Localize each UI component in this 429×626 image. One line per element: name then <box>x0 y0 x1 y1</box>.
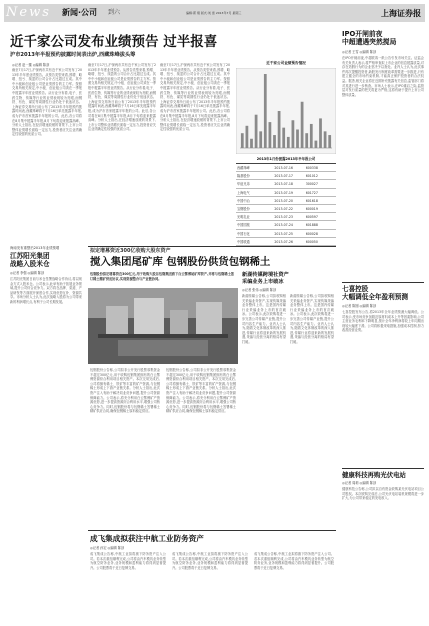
sub-article-xinhu <box>242 272 334 528</box>
right-top-headline: IPO开闸前夜 中超遭遇突然搅局 <box>342 30 397 47</box>
chart-bar <box>305 133 308 148</box>
lead-headline: 近千家公司发布业绩预告 过半报喜 <box>10 34 218 50</box>
right-top-byline: ◎记者 王雪 ◎编辑 陈剑 <box>342 50 377 54</box>
table-cell: 601618 <box>305 198 318 203</box>
chart-bar <box>301 102 304 148</box>
table-cell: 600597 <box>305 215 318 220</box>
table-row <box>236 230 336 238</box>
chart-bar <box>292 120 295 148</box>
masthead-meta-line: 编辑:郭 翔 版式:刘 雷 2013年7月 星期三 <box>186 11 242 15</box>
table-cell: 600050 <box>305 239 318 244</box>
table-cell: 600338 <box>305 166 318 170</box>
masthead-section-sub: 到六 <box>108 9 121 16</box>
left-mid-byline: ◎记者 李强 ◎编辑 陈剑 <box>10 271 45 275</box>
chengfei-body-col-2: 成飞集成公告称,中航工业拟将旗下防务资产注入公司。若本次重组顺利完成,公司将由汽车模具业务转型为航空防务业务,业务规模和盈利能力将得到显著提升。公司股票将于近日复牌交易。 <box>172 552 248 570</box>
chart-bar <box>278 111 281 148</box>
chart-bar <box>246 126 249 148</box>
table-row <box>236 197 336 205</box>
table-cell: 华谊兄弟 <box>237 182 250 187</box>
table-cell: 601727 <box>305 190 318 195</box>
chart-bar <box>287 137 290 148</box>
table-cell: 2013-07-22 <box>274 206 293 211</box>
left-mid-kicker: 海南发布重整后2013年业绩预增 <box>10 246 60 250</box>
table-cell: 601012 <box>305 174 318 179</box>
feature-kicker: 拟定增募资近300亿收购大股东资产 <box>90 248 171 254</box>
chart-bar <box>296 130 299 149</box>
chengfei-headline: 成飞集成拟获注中航工业防务资产 <box>90 534 204 543</box>
table-cell: 601888 <box>305 223 318 228</box>
table-cell: 中国石化 <box>237 231 250 236</box>
left-mid-headline: 江苏阳光集团 战略入股米仓 <box>10 252 50 269</box>
table-cell: 2013-07-18 <box>274 182 293 187</box>
feature-top-rule <box>88 246 336 247</box>
feature-deck: 包钢股份拟定增募资近300亿元,用于收购大股东包钢集团旗下白云鄂博尾矿库资产,并将与包钢稀土签订稀土精矿供应协议,实现资源整合与产业链协同。 <box>90 272 234 281</box>
feature-body-col-2: 包钢股份公告称,公司拟非公开发行股票募集资金不超过300亿元,用于收购包钢集团拥有的白云鄂博资源综合利用项目相关资产。本次交易完成后,公司将拥有稀土、铁矿等丰富的矿产资源,与包钢稀土形成上下游产业链关系。分析人士指出,此次资产注入有助于解决同业竞争问题,提升公司资源保障能力。公司表示,将充分利用白云鄂博矿产资源优势,进一步提高资源综合利用水平,增强公司核心竞争力。同时,包钢股份将与包钢稀土签署稀土精矿供应合同,确保包钢稀土原料稳定供应。 <box>166 368 236 414</box>
feature-body-col-1: 包钢股份公告称,公司拟非公开发行股票募集资金不超过300亿元,用于收购包钢集团拥有的白云鄂博资源综合利用项目相关资产。本次交易完成后,公司将拥有稀土、铁矿等丰富的矿产资源,与包钢稀土形成上下游产业链关系。分析人士指出,此次资产注入有助于解决同业竞争问题,提升公司资源保障能力。公司表示,将充分利用白云鄂博矿产资源优势,进一步提高资源综合利用水平,增强公司核心竞争力。同时,包钢股份将与包钢稀土签署稀土精矿供应合同,确保包钢稀土原料稳定供应。 <box>90 368 160 414</box>
right-mid-headline: 七喜控股 大幅调低全年盈利预测 <box>342 285 408 302</box>
table-row <box>236 164 336 172</box>
bar-chart <box>236 68 336 154</box>
chengfei-body-col-3: 成飞集成公告称,中航工业拟将旗下防务资产注入公司。若本次重组顺利完成,公司将由汽车模具业务转型为航空防务业务,业务规模和盈利能力将得到显著提升。公司股票将于近日复牌交易。 <box>254 552 334 570</box>
right-mid-byline: ◎记者 陈刚 ◎编辑 陈剑 <box>342 304 377 308</box>
table-row <box>236 172 336 180</box>
table-row <box>236 213 336 221</box>
table-row <box>236 221 336 229</box>
masthead-section: 新闻·公司 <box>62 8 98 17</box>
table-cell: 西藏珠峰 <box>237 166 250 170</box>
table-cell: 上海电气 <box>237 190 250 195</box>
chart-bar <box>255 115 258 148</box>
feature-photo-scene <box>88 288 238 364</box>
table-cell: 中国国旅 <box>237 223 250 228</box>
table-cell: 2013-07-19 <box>274 190 293 195</box>
chart-bar <box>250 139 253 148</box>
table-row <box>236 189 336 197</box>
right-bottom-article <box>342 468 424 622</box>
masthead-paper-name: 上海证券报 <box>381 8 421 18</box>
table-row <box>236 205 336 213</box>
chart-bar <box>282 128 285 148</box>
feature-headline: 搅入集团尾矿库 包钢股份供货包钢稀土 <box>90 256 271 268</box>
left-mid-article <box>10 246 82 622</box>
table-cell: 300027 <box>305 182 318 187</box>
table-cell: 中国联通 <box>237 239 250 244</box>
table-cell: 2013-07-23 <box>274 215 293 220</box>
table-cell: 隆基股份 <box>237 174 250 179</box>
right-mid-body: 七喜控股发布公告,将2013年全年业绩预测大幅调低。公司表示,受市场竞争加剧及原材料成本上升等因素影响,公司主营业务毛利率下降明显,预计全年净利润将较上年同期出现较大幅度下滑。公司将积极采取措施,加强成本控制,努力改善经营业绩。 <box>342 310 424 333</box>
chart-bar <box>259 131 262 148</box>
table-cell: 600028 <box>305 231 318 236</box>
table-row <box>236 238 336 246</box>
table-cell: 宝钢股份 <box>237 206 250 211</box>
center-feature <box>88 246 336 622</box>
xinhu-byline: ◎记者 张伟 ◎编辑 陈剑 <box>242 288 277 292</box>
table-cell: 2013-07-16 <box>274 166 293 170</box>
right-bottom-byline: ◎记者 周莉 ◎编辑 陈剑 <box>342 481 377 485</box>
chart-bar <box>310 124 313 148</box>
table-cell: 2013-07-25 <box>274 231 293 236</box>
right-mid-article <box>342 282 424 462</box>
table-cell: 2013-07-17 <box>274 174 293 179</box>
right-top-article <box>342 30 424 270</box>
chart-title: 近千家公司业绩预告情况 <box>266 61 306 65</box>
lead-subhead: 沪市2013年半报预约披露时间表出炉,西藏珠峰拔头筹 <box>10 52 136 58</box>
right-bottom-body: 健康科技公告称,公司拟以自有资金收购某光伏电站项目公司股权。本次收购完成后,公司光伏电站装机规模将进一步扩大,为公司带来稳定的发电收入。 <box>342 487 424 501</box>
table-cell: 2013-07-26 <box>274 239 293 244</box>
chengfei-byline: ◎记者 孙宏 ◎编辑 陈剑 <box>90 546 125 550</box>
right-mid-top-rule <box>342 282 424 283</box>
xinhu-headline: 新湖传媒跨境社资产 采编业务上市破冰 <box>242 272 289 285</box>
right-top-body: 在IPO开闸前夜,中超联赛一纸公告引发市场关注。证监会有关负责人表示,将严格审查拟上市企业的信息披露质量,对存在造假行为的企业坚决予以查处。业内人士认为,此次事件再次提醒投资者,新股发行制度改革需要进一步推进,只有建立健全的市场约束机制,才能真正保护投资者的合法权益。据悉,相关企业将在近期补充披露有关信息,监管部门将对其进行进一步核查。市场人士表示,在IPO重启之际,监管层对发行质量的把关将更为严格,这将有助于提升上市公司整体质量。 <box>342 56 424 97</box>
chart-block <box>236 60 336 248</box>
lead-byline: ◎记者 赵一蕙 ◎编辑 陈剑 <box>12 63 50 67</box>
right-bottom-top-rule <box>342 468 424 469</box>
chart-bar <box>315 141 318 148</box>
left-mid-body: 江苏阳光集团日前与米仓签署战略合作协议,将以现金方式入股米仓。公司表示,此举有助于拓展业务领域,提升公司综合竞争力。双方将在品牌、渠道、产品研发等方面展开深度合作,实现优势互补、资源共享。市场分析人士认为,此次战略入股将为公司带来新的利润增长点,有利于公司长期发展。 <box>10 277 82 304</box>
right-bottom-headline: 健康科技再购光伏电站 <box>342 471 406 479</box>
lead-body-col-2: 截至7月17日,沪深两市共有近千家公司发布了2013年半年度业绩预告。从预告类型来看,预增、略增、扭亏、续盈的公司合计占比超过五成。其中中小板和创业板公司是业绩预告的主力军。按照交易所相关规定,中小板、创业板公司须在一季报中披露半年度业绩预告。从行业分布看,电子、医药生物、传媒等行业的业绩表现较为亮眼,而钢铁、有色、煤炭等周期性行业仍处于低迷状态。上海证券交易所日前公布了2013年半年报预约披露时间表,西藏珠峰将于7月16日率先披露半年报,成为沪市首家披露半年报的公司。此后,各公司将在8月集中披露半年报,8月下旬将迎来披露高峰。分析人士指出,在经济增速放缓的背景下,上市公司整体业绩增长面临一定压力,投资者应关注业绩确定性较强的优质公司。 <box>88 63 156 132</box>
xinhu-body-col-2: 新湖传媒公告称,公司拟收购相关采编业务资产,实现传媒采编业务整体上市。这是国内传媒行业采编业务上市的首次破冰。公司表示,此次收购将进一步完善公司传媒产业链,提升公司内容生产能力。业内人士认为,随着文化体制改革的深入推进,传媒行业将迎来新的发展机遇,采编与经营分离的格局有望打破。 <box>290 294 334 344</box>
table-cell: 600019 <box>305 206 318 211</box>
table-cell: 中国中冶 <box>237 198 250 203</box>
lead-body-col-1: 截至7月17日,沪深两市共有近千家公司发布了2013年半年度业绩预告。从预告类型来看,预增、略增、扭亏、续盈的公司合计占比超过五成。其中中小板和创业板公司是业绩预告的主力军。按照交易所相关规定,中小板、创业板公司须在一季报中披露半年度业绩预告。从行业分布看,电子、医药生物、传媒等行业的业绩表现较为亮眼,而钢铁、有色、煤炭等周期性行业仍处于低迷状态。上海证券交易所日前公布了2013年半年报预约披露时间表,西藏珠峰将于7月16日率先披露半年报,成为沪市首家披露半年报的公司。此后,各公司将在8月集中披露半年报,8月下旬将迎来披露高峰。分析人士指出,在经济增速放缓的背景下,上市公司整体业绩增长面临一定压力,投资者应关注业绩确定性较强的优质公司。 <box>12 68 82 137</box>
masthead <box>4 4 425 22</box>
xinhu-body-col-1: 新湖传媒公告称,公司拟收购相关采编业务资产,实现传媒采编业务整体上市。这是国内传媒行业采编业务上市的首次破冰。公司表示,此次收购将进一步完善公司传媒产业链,提升公司内容生产能力。业内人士认为,随着文化体制改革的深入推进,传媒行业将迎来新的发展机遇,采编与经营分离的格局有望打破。 <box>242 294 286 344</box>
chart-bar <box>269 122 272 148</box>
chart-bar <box>319 118 322 148</box>
feature-photo <box>88 288 238 364</box>
chart-bar <box>328 135 331 148</box>
table-cell: 2013-07-24 <box>274 223 293 228</box>
chart-bar <box>273 135 276 148</box>
chart-bar <box>264 74 267 148</box>
table-title: 2013年1月份披露2013年半年报公司 <box>256 157 316 161</box>
table-cell: 2013-07-20 <box>274 198 293 203</box>
chengfei-body-col-1: 成飞集成公告称,中航工业拟将旗下防务资产注入公司。若本次重组顺利完成,公司将由汽车模具业务转型为航空防务业务,业务规模和盈利能力将得到显著提升。公司股票将于近日复牌交易。 <box>90 552 166 570</box>
chart-bar <box>241 133 244 148</box>
table-row <box>236 180 336 188</box>
table-cell: 光明乳业 <box>237 215 250 220</box>
chart-bar <box>324 131 327 148</box>
masthead-brand-script: News <box>6 5 51 20</box>
data-table <box>236 163 336 247</box>
feature-bottom-rule <box>88 530 336 531</box>
lead-body-col-3: 截至7月17日,沪深两市共有近千家公司发布了2013年半年度业绩预告。从预告类型来看,预增、略增、扭亏、续盈的公司合计占比超过五成。其中中小板和创业板公司是业绩预告的主力军。按照交易所相关规定,中小板、创业板公司须在一季报中披露半年度业绩预告。从行业分布看,电子、医药生物、传媒等行业的业绩表现较为亮眼,而钢铁、有色、煤炭等周期性行业仍处于低迷状态。上海证券交易所日前公布了2013年半年报预约披露时间表,西藏珠峰将于7月16日率先披露半年报,成为沪市首家披露半年报的公司。此后,各公司将在8月集中披露半年报,8月下旬将迎来披露高峰。分析人士指出,在经济增速放缓的背景下,上市公司整体业绩增长面临一定压力,投资者应关注业绩确定性较强的优质公司。 <box>160 63 230 132</box>
